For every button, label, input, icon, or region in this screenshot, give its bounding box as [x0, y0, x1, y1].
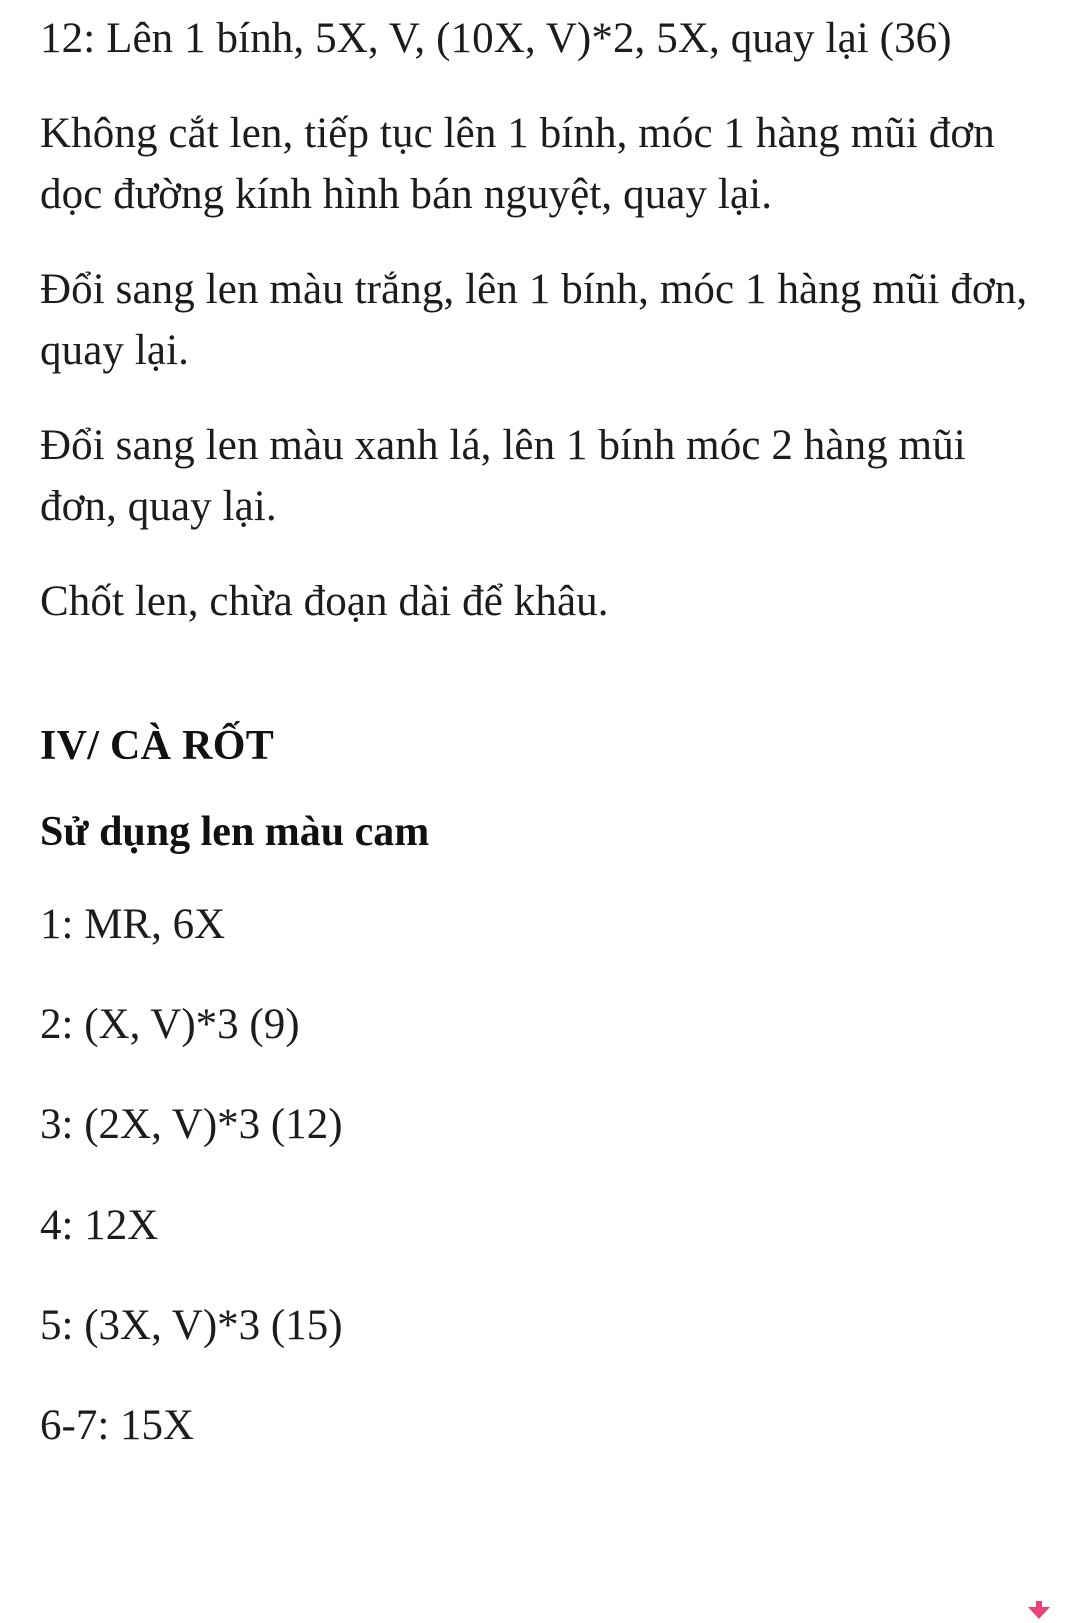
- paragraph-switch-white-yarn: Đổi sang len màu trắng, lên 1 bính, móc 1 hàng mũi đơn, quay lại.: [40, 266, 1028, 375]
- section-subheading-orange-yarn: Sử dụng len màu cam: [40, 809, 430, 856]
- section-spacer: [40, 666, 1040, 722]
- pattern-row-2: 2: (X, V)*3 (9): [40, 1001, 300, 1049]
- page-corner-marker-icon: [1026, 1599, 1052, 1621]
- pattern-row-6-7: 6-7: 15X: [40, 1401, 195, 1449]
- pattern-row-5: 5: (3X, V)*3 (15): [40, 1301, 343, 1349]
- paragraph-switch-green-yarn: Đổi sang len màu xanh lá, lên 1 bính móc 2 hàng mũi đơn, quay lại.: [40, 422, 966, 531]
- pattern-row-3: 3: (2X, V)*3 (12): [40, 1101, 343, 1149]
- pattern-row-1: 1: MR, 6X: [40, 901, 226, 949]
- paragraph-fasten-off: Chốt len, chừa đoạn dài để khâu.: [40, 578, 609, 626]
- paragraph-continue-semicircle: Không cắt len, tiếp tục lên 1 bính, móc 1 hàng mũi đơn dọc đường kính hình bán nguyệt, quay lại.: [40, 110, 995, 219]
- pattern-row-4: 4: 12X: [40, 1201, 159, 1249]
- section-heading-carrot: IV/ CÀ RỐT: [40, 723, 275, 770]
- paragraph-row-12: 12: Lên 1 bính, 5X, V, (10X, V)*2, 5X, quay lại (36): [40, 15, 952, 62]
